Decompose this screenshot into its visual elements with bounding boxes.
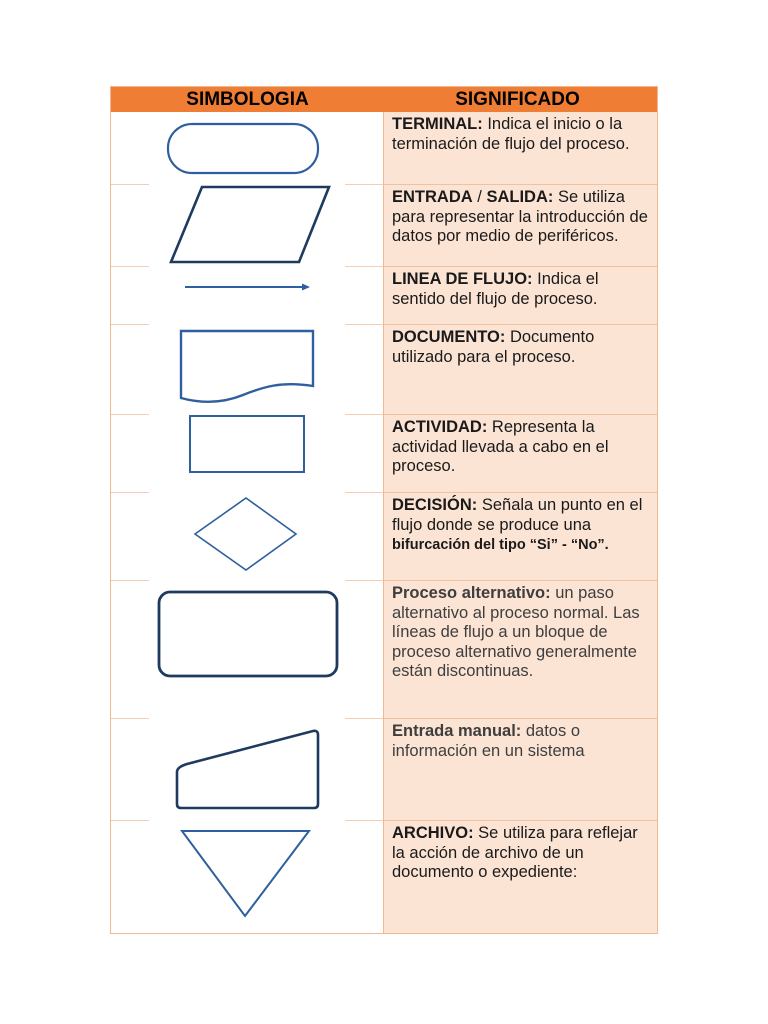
symbol-cell <box>111 492 384 580</box>
meaning-cell <box>384 580 657 718</box>
symbol-cell <box>111 324 384 414</box>
table-row <box>111 266 657 324</box>
meaning-cell <box>384 414 657 492</box>
symbol-description: Documento utilizado para el proceso. <box>392 328 595 366</box>
meaning-cell <box>384 718 657 820</box>
parallelogram-symbol-icon <box>111 184 383 266</box>
document-symbol-icon <box>111 324 383 414</box>
meaning-cell <box>384 820 657 933</box>
symbol-term: TERMINAL: <box>392 115 483 133</box>
header-meaning: SIGNIFICADO <box>455 89 580 110</box>
meaning-cell <box>384 324 657 414</box>
table-row <box>111 324 657 414</box>
symbol-cell <box>111 580 384 718</box>
symbol-description: Indica el sentido del flujo de proceso. <box>392 270 599 308</box>
symbol-cell <box>111 414 384 492</box>
symbol-term: DECISIÓN: <box>392 496 478 514</box>
table-row <box>111 184 657 266</box>
symbol-term: Proceso alternativo: <box>392 584 551 602</box>
symbol-term: LINEA DE FLUJO: <box>392 270 533 288</box>
symbol-description-end: . <box>604 537 609 553</box>
symbol-term-secondary: SALIDA: <box>486 188 554 206</box>
symbol-term: DOCUMENTO: <box>392 328 506 346</box>
symbol-cell <box>111 266 384 324</box>
symbol-term-separator: / <box>472 188 487 206</box>
symbol-cell <box>111 820 384 933</box>
meaning-cell <box>384 492 657 580</box>
table-row <box>111 580 657 718</box>
activity-symbol-icon <box>111 414 383 492</box>
meaning-cell <box>384 266 657 324</box>
meaning-cell <box>384 112 657 184</box>
decision-diamond-icon <box>111 492 383 580</box>
symbol-term: Entrada manual: <box>392 722 522 740</box>
table-row <box>111 718 657 820</box>
symbol-description: un paso alternativo al proceso normal. Las líneas de flujo a un bloque de proceso alternativo generalmente están discontinuas. <box>392 584 640 680</box>
header-symbology: SIMBOLOGIA <box>186 89 309 110</box>
symbology-table <box>110 86 658 934</box>
symbol-term: ACTIVIDAD: <box>392 418 488 436</box>
flow-arrow-icon <box>111 266 383 324</box>
meaning-cell <box>384 184 657 266</box>
table-row <box>111 820 657 933</box>
symbol-description: Representa la actividad llevada a cabo en el proceso. <box>392 418 609 475</box>
symbol-cell <box>111 718 384 820</box>
table-header <box>111 87 657 112</box>
symbol-description: Se utiliza para representar la introducción de datos por medio de periféricos. <box>392 188 648 245</box>
table-row <box>111 492 657 580</box>
symbol-cell <box>111 112 384 184</box>
symbol-term: ARCHIVO: <box>392 824 474 842</box>
symbol-term: ENTRADA <box>392 188 473 206</box>
table-row <box>111 112 657 184</box>
manual-input-icon <box>111 718 383 820</box>
symbol-description: Señala un punto en el flujo donde se produce una <box>392 496 643 534</box>
symbol-description-emphasis: bifurcación del tipo “Si” - “No” <box>392 537 605 553</box>
alternate-process-icon <box>111 580 383 718</box>
terminal-symbol-icon <box>111 112 383 184</box>
symbol-description: Se utiliza para reflejar la acción de archivo de un documento o expediente: <box>392 824 638 881</box>
table-row <box>111 414 657 492</box>
archive-triangle-icon <box>111 820 383 933</box>
symbol-description: datos o información en un sistema <box>392 722 585 760</box>
symbol-description: Indica el inicio o la terminación de flujo del proceso. <box>392 115 630 153</box>
symbol-cell <box>111 184 384 266</box>
